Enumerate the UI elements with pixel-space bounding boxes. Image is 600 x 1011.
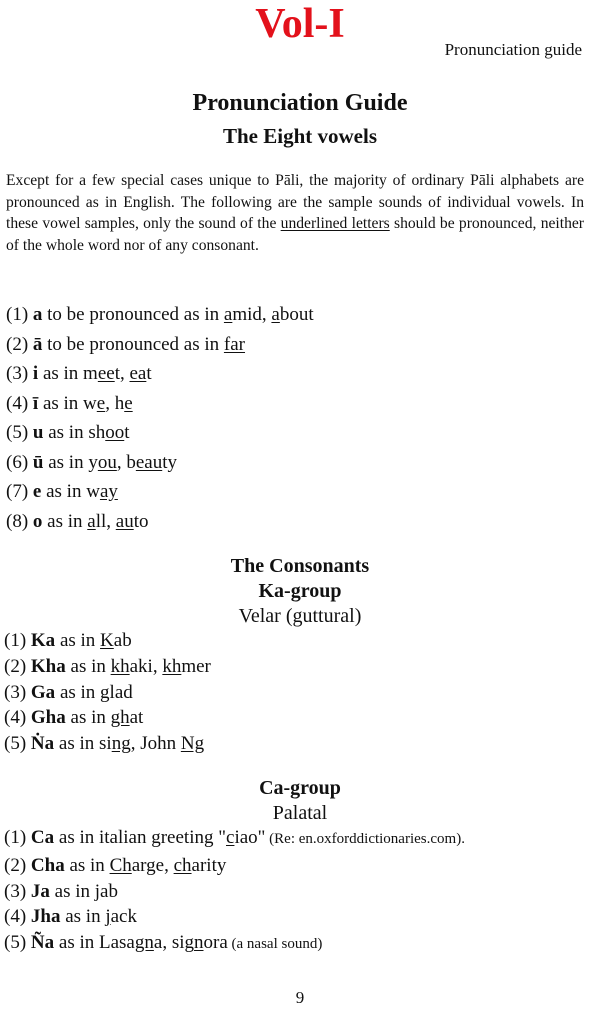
vowel-item — [6, 477, 314, 507]
example-text: ty — [162, 451, 177, 473]
section-subtitle: The Eight vowels — [222, 124, 377, 148]
item-text: to be pronounced as in — [42, 333, 224, 355]
example-text: mer — [181, 655, 211, 677]
item-number: (2) — [6, 333, 33, 355]
item-number: (1) — [6, 304, 33, 325]
example-text: , b — [116, 451, 136, 473]
item-number: (4) — [4, 707, 31, 729]
example-text: , — [261, 304, 272, 325]
item-number: (5) — [4, 733, 31, 755]
example-text: t — [114, 363, 120, 384]
example-underlined: ay — [99, 481, 118, 502]
item-text: as in — [38, 363, 84, 384]
example-underlined: j — [94, 880, 101, 902]
vowel-item — [6, 359, 314, 389]
item-number: (3) — [6, 363, 33, 384]
example-underlined: au — [115, 510, 134, 532]
example-text: y — [88, 451, 98, 473]
vowel-item — [6, 507, 314, 537]
consonant-item — [4, 825, 465, 853]
example-text: lad — [109, 681, 133, 703]
item-number: (8) — [6, 510, 33, 532]
example-underlined: ou — [97, 451, 117, 473]
item-note: (a nasal sound) — [227, 936, 323, 953]
item-letter: Cha — [30, 854, 65, 876]
ca-group-heading: Ca-group — [259, 777, 341, 799]
vowel-item — [6, 330, 314, 360]
example-underlined: oo — [105, 422, 125, 443]
example-underlined: gn — [134, 932, 154, 954]
example-text: , — [152, 655, 163, 677]
example-text: , sig — [162, 932, 194, 954]
example-text: at — [129, 707, 144, 729]
consonant-item — [4, 731, 211, 757]
example-underlined: eau — [135, 451, 163, 473]
example-underlined: kh — [162, 655, 182, 677]
item-text: as in — [65, 707, 111, 729]
example-underlined: far — [223, 333, 246, 355]
page-title: Pronunciation Guide — [192, 90, 408, 116]
example-text: , h — [105, 392, 125, 414]
item-letter: o — [32, 510, 43, 532]
example-text: ack — [110, 906, 137, 928]
example-underlined: n — [194, 932, 204, 954]
item-number: (7) — [6, 481, 33, 502]
intro-text-before: Except for a few special cases unique to Pāli, the majority of ordinary Pāli alphabets are pronounced as in English. The following are the sample sounds of individual vowels. In these vowel samples, only the sound of the — [6, 172, 584, 233]
example-text: arge — [131, 854, 165, 876]
example-underlined: ee — [97, 363, 115, 384]
consonant-item — [4, 628, 211, 654]
example-underlined: a — [223, 304, 233, 325]
intro-paragraph — [6, 170, 584, 256]
item-letter: Gha — [30, 707, 66, 729]
item-number: (1) — [4, 630, 31, 651]
item-letter: u — [32, 422, 44, 443]
example-text: , — [164, 854, 174, 876]
item-letter: ā — [32, 333, 43, 355]
example-underlined: j — [105, 906, 111, 928]
example-underlined: ea — [129, 363, 147, 384]
item-text: as in — [60, 906, 106, 928]
vowel-item — [6, 300, 314, 330]
item-text: as in — [54, 932, 99, 954]
ca-group-subheading: Palatal — [272, 802, 328, 824]
example-text: sh — [88, 422, 106, 443]
intro-text-after: should be pronounced, neither of the whole word nor of any consonant. — [6, 215, 584, 254]
example-text: bout — [279, 304, 314, 325]
item-letter: Ca — [30, 827, 55, 848]
example-text: ab — [100, 880, 118, 902]
vowel-item — [6, 389, 314, 419]
ca-group-header — [0, 776, 600, 826]
item-letter: Ka — [30, 630, 56, 651]
item-number: (2) — [4, 655, 31, 677]
item-letter: ī — [32, 392, 39, 414]
item-text: " — [257, 827, 266, 848]
item-text: as in — [38, 392, 84, 414]
item-number: (4) — [6, 392, 33, 414]
item-number: (2) — [4, 854, 31, 876]
example-text: w — [86, 481, 100, 502]
item-letter: Ṅa — [30, 733, 55, 755]
example-underlined: ng — [111, 733, 131, 755]
example-underlined: e — [96, 392, 106, 414]
example-text: mid — [232, 304, 262, 325]
example-underlined: e — [124, 392, 133, 414]
vowel-item — [6, 418, 314, 448]
item-number: (3) — [4, 880, 31, 902]
example-underlined: c — [226, 827, 235, 848]
example-text: , John — [130, 733, 181, 755]
item-number: (6) — [6, 451, 33, 473]
consonant-item — [4, 879, 465, 905]
ka-group-list — [4, 628, 211, 757]
item-text: to be pronounced as in — [42, 304, 224, 325]
item-letter: ū — [32, 451, 44, 473]
volume-title: Vol-I — [255, 1, 345, 47]
page-number: 9 — [295, 988, 305, 1007]
consonant-item — [4, 680, 211, 706]
item-number: (1) — [4, 827, 31, 848]
consonant-item — [4, 853, 465, 879]
item-text: as in — [43, 422, 89, 443]
item-text: as in — [54, 733, 99, 755]
running-head: Pronunciation guide — [444, 40, 582, 59]
item-text: as in italian greeting " — [54, 827, 226, 848]
item-letter: Ja — [30, 880, 50, 902]
item-number: (5) — [6, 422, 33, 443]
ca-group-list — [4, 825, 465, 958]
example-text: a — [153, 932, 163, 954]
example-underlined: a — [87, 510, 96, 532]
example-text: t — [146, 363, 152, 384]
example-underlined: ch — [173, 854, 192, 876]
intro-underlined: underlined letters — [280, 215, 390, 233]
vowel-list — [6, 300, 314, 536]
example-underlined: g — [100, 681, 110, 703]
item-text: as in — [41, 481, 87, 502]
example-text: ll — [95, 510, 107, 532]
item-letter: e — [32, 481, 42, 502]
item-number: (4) — [4, 906, 31, 928]
item-letter: Jha — [30, 906, 61, 928]
example-text: arity — [191, 854, 227, 876]
item-letter: Ña — [30, 932, 55, 954]
example-underlined: a — [271, 304, 280, 325]
example-text: ab — [113, 630, 132, 651]
example-text: m — [83, 363, 98, 384]
example-text: , — [106, 510, 116, 532]
item-letter: a — [32, 304, 43, 325]
example-underlined: kh — [110, 655, 130, 677]
consonant-item — [4, 904, 465, 930]
consonant-item — [4, 930, 465, 958]
item-letter: Kha — [30, 655, 66, 677]
item-letter: i — [32, 363, 39, 384]
item-note: (Re: en.oxforddictionaries.com). — [265, 831, 465, 847]
item-text: as in — [55, 630, 101, 651]
consonant-item — [4, 705, 211, 731]
example-text: w — [83, 392, 97, 414]
item-text: as in — [42, 510, 88, 532]
ka-group-heading: Ka-group — [258, 580, 342, 602]
example-text: aki — [129, 655, 153, 677]
item-text: as in — [64, 854, 110, 876]
item-letter: Ga — [30, 681, 56, 703]
consonants-title: The Consonants — [230, 555, 370, 577]
example-text: to — [133, 510, 149, 532]
item-number: (5) — [4, 932, 31, 954]
item-number: (3) — [4, 681, 31, 703]
example-text: t — [124, 422, 130, 443]
example-text: ora — [203, 932, 228, 954]
consonant-item — [4, 654, 211, 680]
example-text: Lasa — [99, 932, 135, 954]
example-text: , — [119, 363, 130, 384]
example-underlined: gh — [110, 707, 130, 729]
consonants-heading — [0, 554, 600, 629]
example-text: iao — [234, 827, 258, 848]
item-text: as in — [43, 451, 89, 473]
item-text: as in — [49, 880, 95, 902]
item-text: as in — [65, 655, 111, 677]
item-text: as in — [55, 681, 101, 703]
example-underlined: K — [100, 630, 114, 651]
example-text: si — [99, 733, 112, 755]
example-underlined: Ng — [180, 733, 205, 755]
example-underlined: Ch — [109, 854, 132, 876]
vowel-item — [6, 448, 314, 478]
ka-group-subheading: Velar (guttural) — [238, 605, 362, 627]
